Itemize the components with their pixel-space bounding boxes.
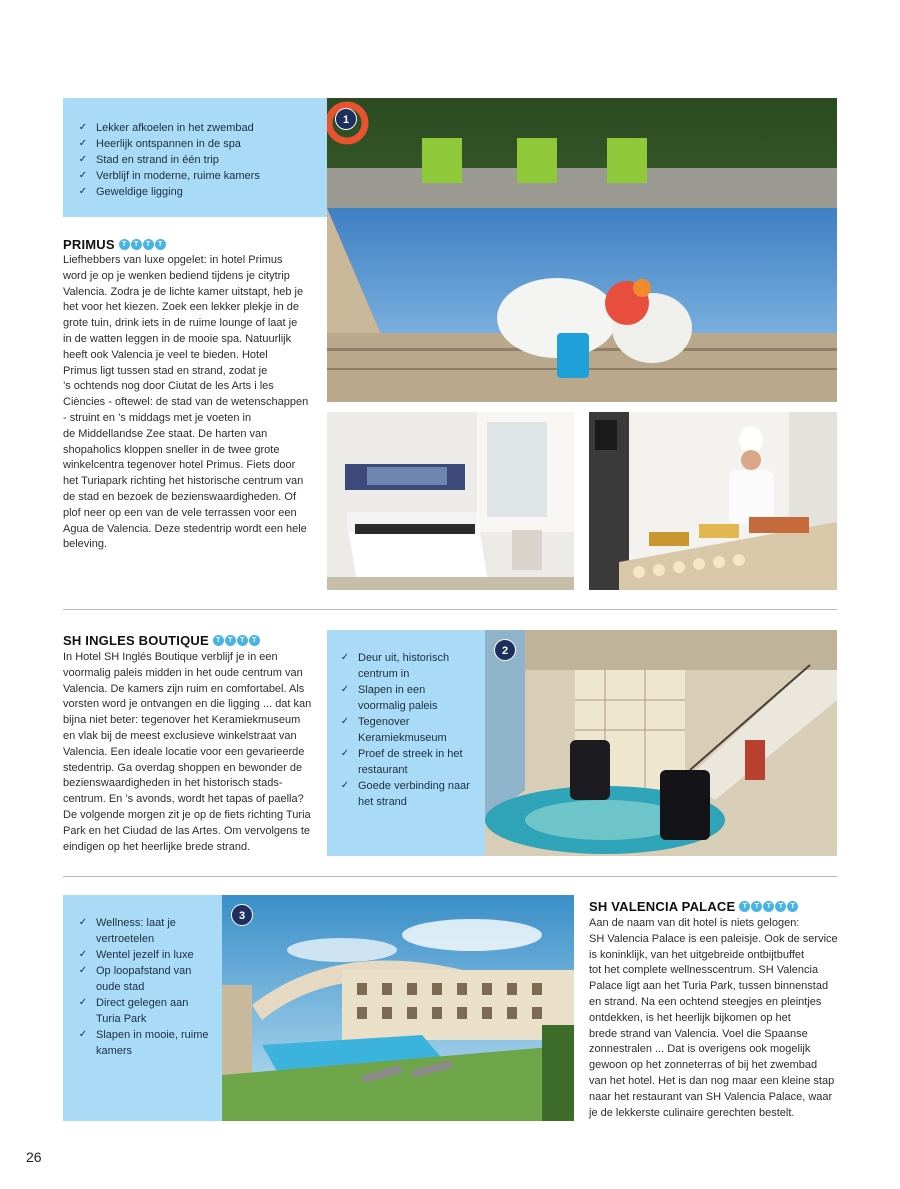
hotel-number-badge: 1	[335, 108, 357, 130]
star-icon: T	[225, 635, 236, 646]
star-icon: T	[119, 239, 130, 250]
section-divider	[63, 609, 837, 610]
list-item: ✓ Slapen in mooie, ruime kamers	[76, 1027, 209, 1059]
star-icon: T	[775, 901, 786, 912]
primus-description: Liefhebbers van luxe opgelet: in hotel Primus word je op je wenken bediend tijdens je citytrip Valencia. Zodra je de lichte kamer uitstapt, heb je het voor het kiezen. Zoek een lekker plekje in de grote tuin, drink iets in de ruime lounge of laat je in de watten leggen in de mooie spa. Natuurlijk heeft ook Valencia je veel te bieden. Hotel Primus ligt tussen stad en strand, zodat je ’s ochtends nog door Ciutat de les Arts i les Ciències - oftewel: de stad van de wetenschappen - struint en ’s middags met je voeten in de Middellandse Zee staat. De harten van shopaholics kloppen sneller in de twee grote winkelcentra tegenover hotel Primus. Fiets door het Turiapark richting het historische centrum van de stad en bezoek de bezienswaardigheden. Of plof neer op een van de vele terrassen voor een Agua de Valencia. Deze stedentrip wordt een hele beleving.	[63, 254, 309, 551]
check-icon: ✓	[78, 965, 88, 976]
check-icon: ✓	[340, 716, 350, 727]
list-item: ✓ Goede verbinding naar het strand	[338, 778, 470, 810]
star-rating	[739, 901, 798, 912]
palace-highlights-list	[76, 915, 209, 1059]
palace-pool-photo	[222, 895, 574, 1121]
star-icon: T	[763, 901, 774, 912]
primus-highlights-box	[63, 98, 327, 217]
check-icon: ✓	[78, 154, 88, 165]
ingles-lobby-photo	[485, 630, 837, 856]
ingles-description: In Hotel SH Inglés Boutique verblijf je in een voormalig paleis midden in het oude centrum van Valencia. De kamers zijn ruim en comfortabel. Als vorsten word je ontvangen en die ligging ... dat kan bijna niet beter: tegenover het Keramiekmuseum en vlak bij de meest exclusieve winkelstraat van Valencia. Een ideale locatie voor een gevarieerde stedentrip. Ga overdag shoppen en bewonder de bezienswaardigheden in het historisch stads- centrum. En ’s avonds, wordt het tapas of paella? De volgende morgen zit je op de fiets richting Turia Park en het Ciudad de las Artes. Om vervolgens te eindigen op het heerlijke brede strand.	[63, 651, 312, 853]
list-item: ✓ Wellness: laat je vertroetelen	[76, 915, 209, 947]
list-item: ✓ Tegenover Keramiekmuseum	[338, 714, 470, 746]
check-icon: ✓	[340, 780, 350, 791]
star-icon: T	[131, 239, 142, 250]
ingles-highlights-box	[327, 630, 485, 856]
star-icon: T	[213, 635, 224, 646]
check-icon: ✓	[340, 652, 350, 663]
star-rating	[213, 635, 260, 646]
star-rating	[119, 239, 166, 250]
page-number: 26	[26, 1149, 42, 1165]
list-item: ✓ Heerlijk ontspannen in de spa	[76, 136, 260, 152]
check-icon: ✓	[78, 122, 88, 133]
palace-title: SH VALENCIA PALACE T T T T T	[589, 899, 798, 914]
list-item: ✓ Deur uit, historisch centrum in	[338, 650, 470, 682]
star-icon: T	[249, 635, 260, 646]
primus-highlights-list	[76, 120, 260, 200]
primus-pool-photo	[327, 98, 837, 402]
star-icon: T	[155, 239, 166, 250]
check-icon: ✓	[340, 684, 350, 695]
star-icon: T	[237, 635, 248, 646]
primus-title: PRIMUS T T T T	[63, 237, 166, 252]
check-icon: ✓	[78, 1029, 88, 1040]
list-item: ✓ Proef de streek in het restaurant	[338, 746, 470, 778]
palace-description: Aan de naam van dit hotel is niets gelogen: SH Valencia Palace is een paleisje. Ook de service is koninklijk, van het uitgebreide ontbijtbuffet tot het complete wellnesscentrum. SH Valencia Palace ligt aan het Turia Park, tussen binnenstad en strand. Na een ochtend steegjes en pleintjes ontdekken, is het heerlijk bijkomen op het brede strand van Valencia. Voel die Spaanse zonnestralen ... Dat is overigens ook mogelijk gewoon op het zonneterras of bij het zwembad van het hotel. Het is dan nog maar een kleine stap naar het restaurant van SH Valencia Palace, waar je de lekkerste culinaire gerechten bestelt.	[589, 917, 838, 1119]
check-icon: ✓	[78, 186, 88, 197]
check-icon: ✓	[78, 138, 88, 149]
ingles-highlights-list	[338, 650, 470, 810]
check-icon: ✓	[78, 949, 88, 960]
list-item: ✓ Slapen in een voormalig paleis	[338, 682, 470, 714]
ingles-title: SH INGLES BOUTIQUE T T T T	[63, 633, 260, 648]
check-icon: ✓	[78, 917, 88, 928]
primus-buffet-photo	[589, 412, 837, 590]
list-item: ✓ Verblijf in moderne, ruime kamers	[76, 168, 260, 184]
hotel-number-badge: 2	[494, 639, 516, 661]
check-icon: ✓	[78, 997, 88, 1008]
list-item: ✓ Lekker afkoelen in het zwembad	[76, 120, 260, 136]
star-icon: T	[143, 239, 154, 250]
star-icon: T	[739, 901, 750, 912]
list-item: ✓ Op loopafstand van oude stad	[76, 963, 209, 995]
list-item: ✓ Stad en strand in één trip	[76, 152, 260, 168]
check-icon: ✓	[340, 748, 350, 759]
palace-highlights-box	[63, 895, 222, 1121]
star-icon: T	[787, 901, 798, 912]
list-item: ✓ Direct gelegen aan Turia Park	[76, 995, 209, 1027]
star-icon: T	[751, 901, 762, 912]
list-item: ✓ Wentel jezelf in luxe	[76, 947, 209, 963]
section-divider	[63, 876, 837, 877]
list-item: ✓ Geweldige ligging	[76, 184, 260, 200]
hotel-number-badge: 3	[231, 904, 253, 926]
primus-room-photo	[327, 412, 574, 590]
check-icon: ✓	[78, 170, 88, 181]
